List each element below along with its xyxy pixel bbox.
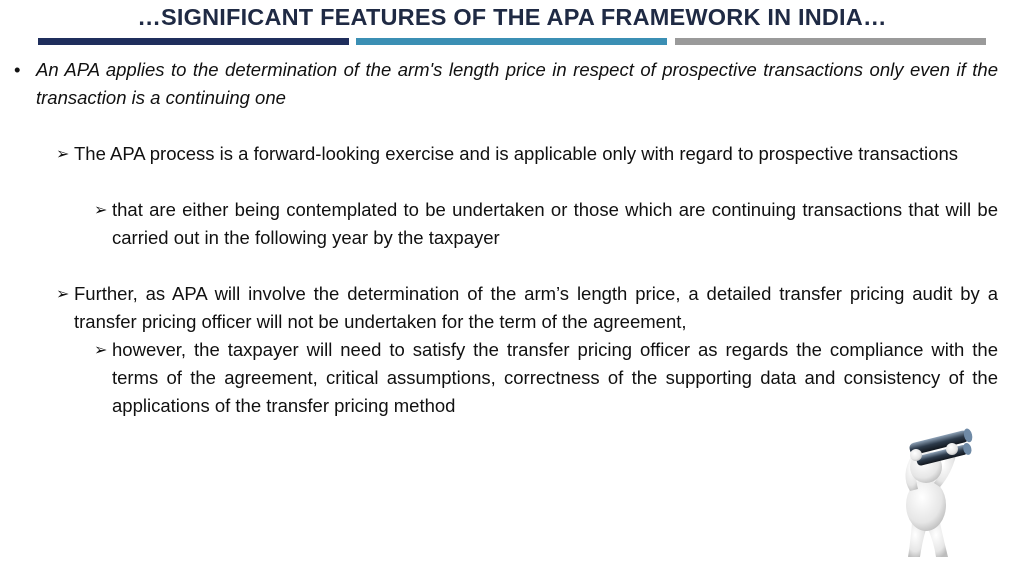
main-bullet-text: An APA applies to the determination of the arm's length price in respect of prospective transactions only even if the transaction is a continuing one — [36, 59, 998, 108]
arrow-bullet-icon: ➢ — [56, 286, 70, 303]
arrow-bullet-icon: ➢ — [94, 342, 108, 359]
underline-bar-2 — [356, 38, 667, 45]
point-1-text: The APA process is a forward-looking exercise and is applicable only with regard to prospective transactions — [74, 143, 958, 164]
underline-bar-3 — [675, 38, 986, 45]
person-with-binoculars-icon — [870, 425, 990, 565]
arrow-bullet-icon: ➢ — [94, 202, 108, 219]
point-2-sub-text: however, the taxpayer will need to satisfy the transfer pricing officer as regards the compliance with the terms of the agreement, critical assumptions, correctness of the supporting data and consistency of the applications of the transfer pricing method — [112, 339, 998, 416]
arrow-bullet-icon: ➢ — [56, 146, 70, 163]
slide-title: …SIGNIFICANT FEATURES OF THE APA FRAMEWORK IN INDIA… — [137, 4, 887, 30]
underline-bar-1 — [38, 38, 349, 45]
bullet-marker: • — [14, 59, 21, 80]
point-1-sub-text: that are either being contemplated to be undertaken or those which are continuing transactions that will be carried out in the following year by the taxpayer — [112, 199, 998, 248]
point-2-text: Further, as APA will involve the determination of the arm’s length price, a detailed transfer pricing audit by a transfer pricing officer will not be undertaken for the term of the agreement, — [74, 283, 998, 332]
